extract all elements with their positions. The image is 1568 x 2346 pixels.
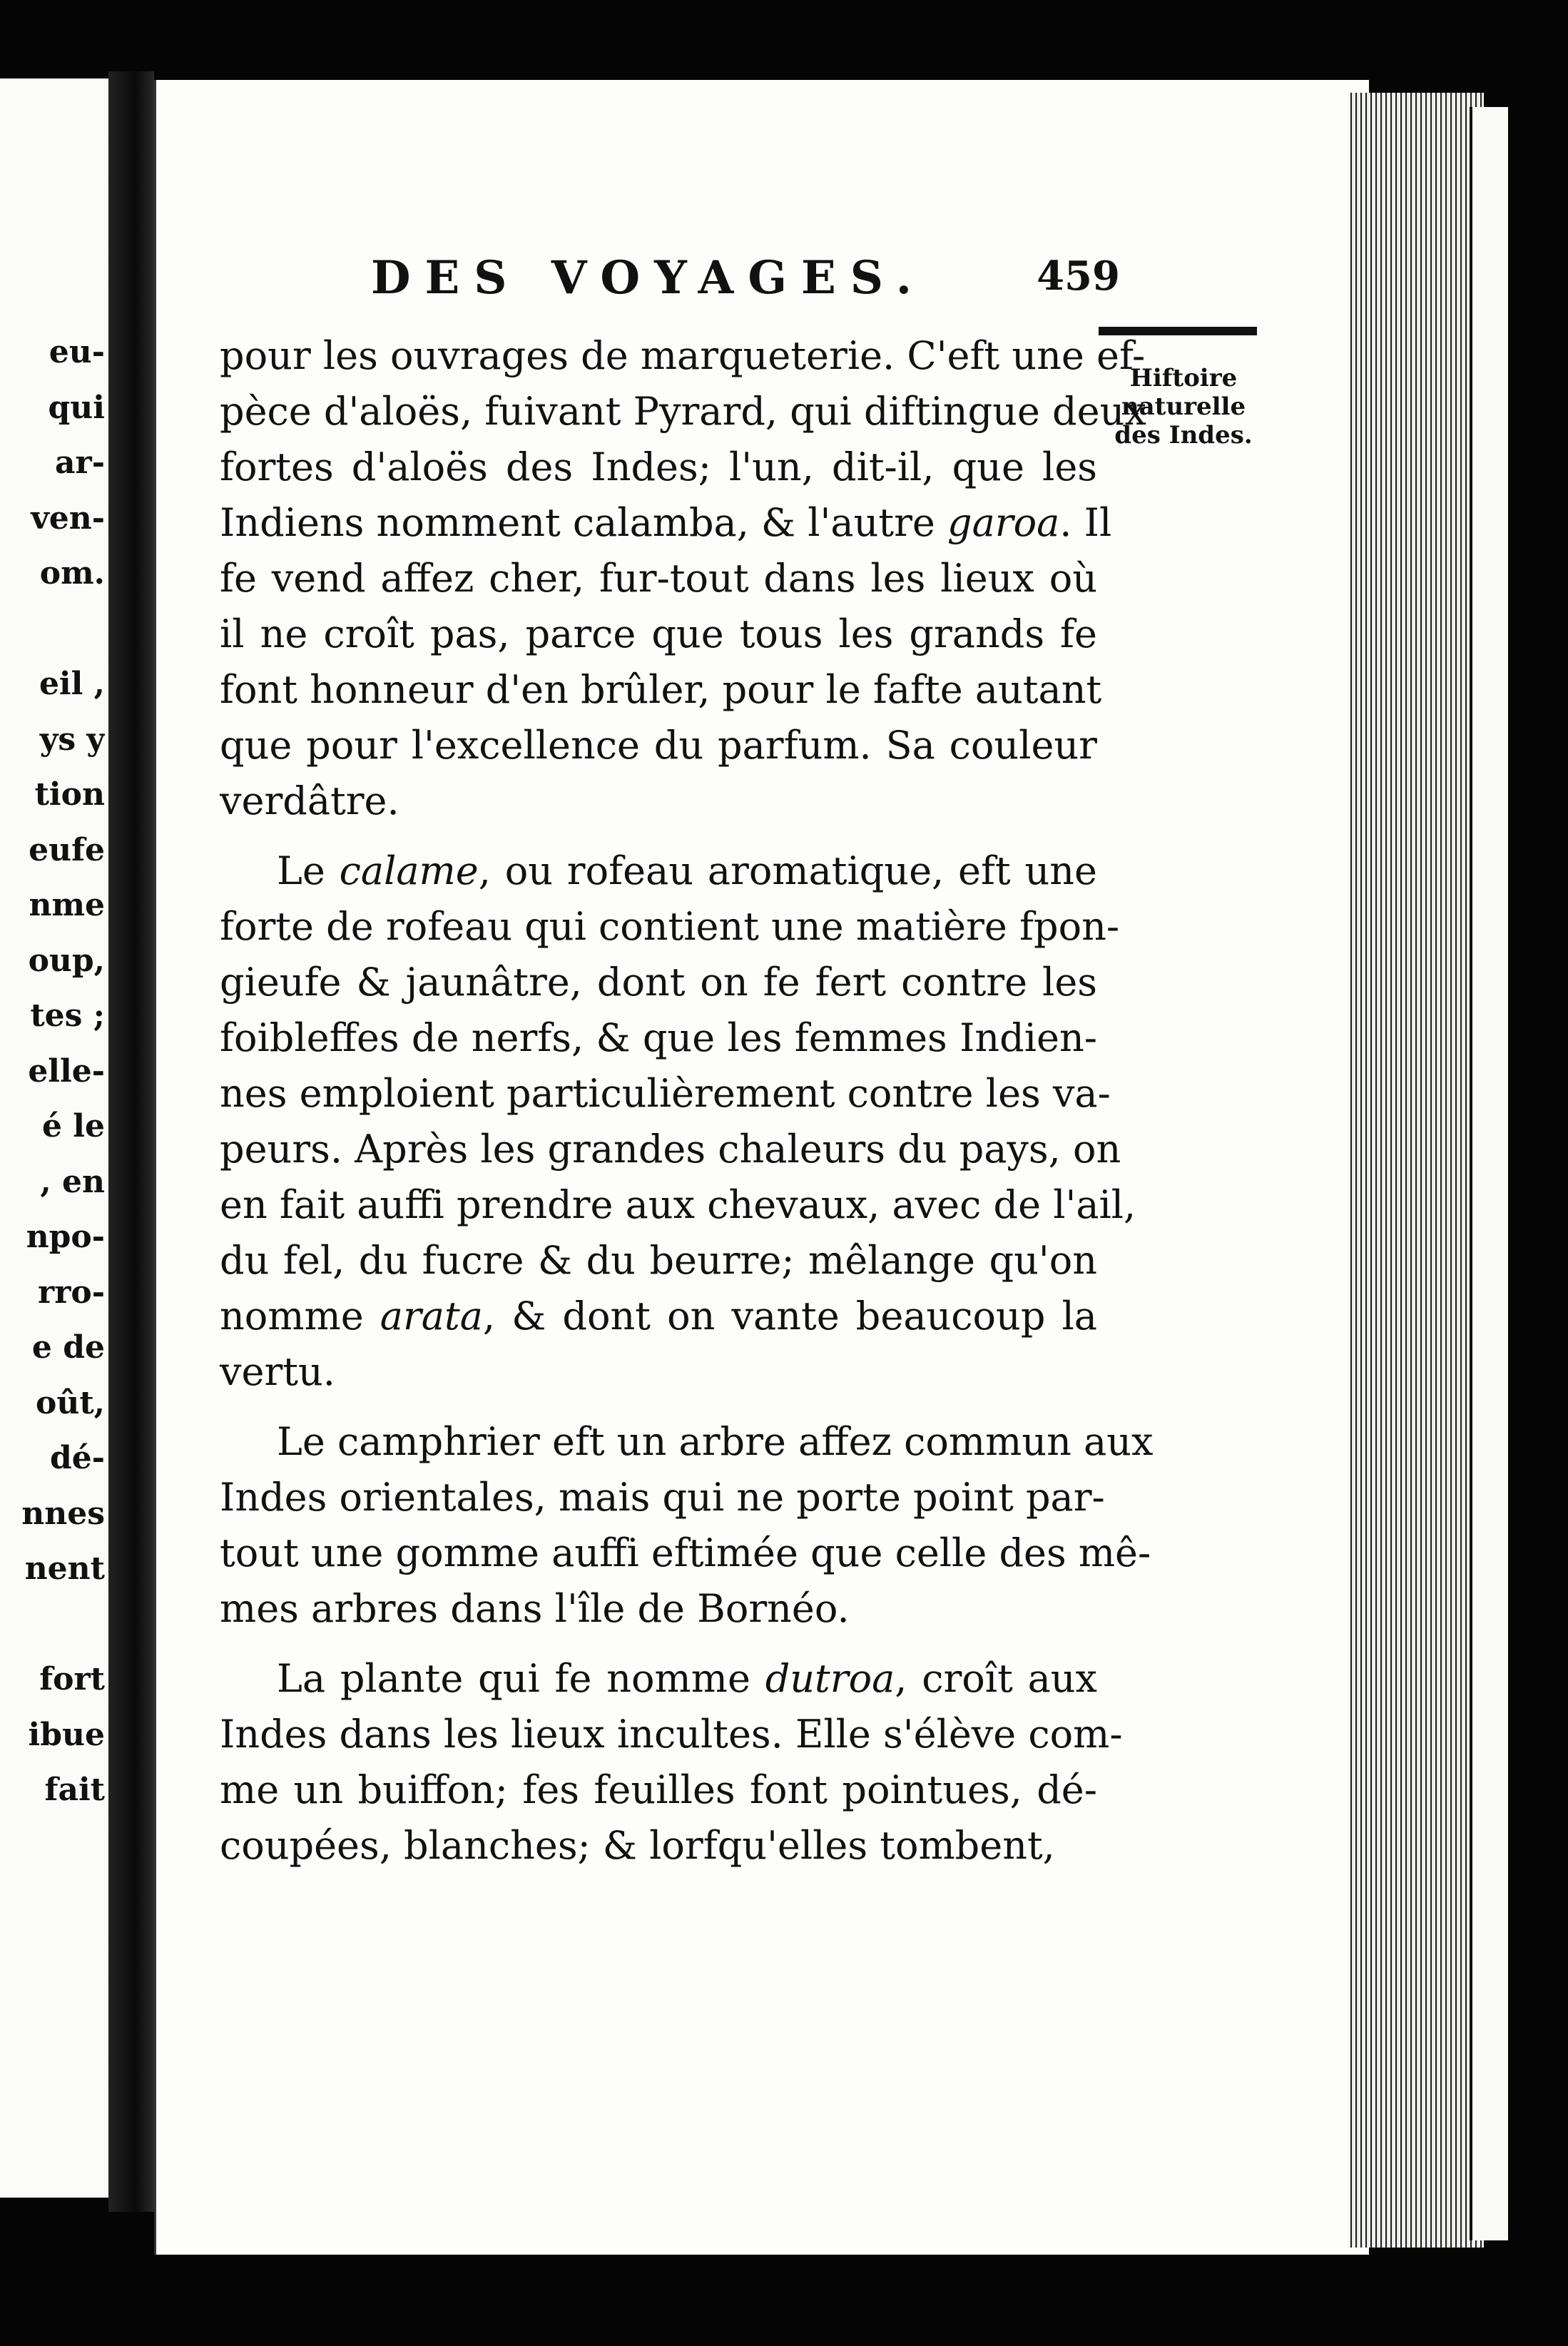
previous-page-line: oup, xyxy=(28,942,105,979)
text-run: fortes d'aloës des Indes; l'un, dit-il, que les xyxy=(220,445,1097,489)
previous-page-line: tes ; xyxy=(30,997,105,1034)
text-line xyxy=(220,1470,1105,1525)
text-line xyxy=(220,1289,1097,1344)
paragraph xyxy=(220,1651,1123,1874)
previous-page-line: ys y xyxy=(39,721,105,758)
text-line xyxy=(220,843,1097,899)
text-line xyxy=(220,1233,1097,1289)
running-head-title: DES VOYAGES. xyxy=(371,251,926,305)
text-line xyxy=(220,662,1102,718)
previous-page-line: fort xyxy=(39,1661,105,1697)
text-line xyxy=(220,495,1112,551)
text-line xyxy=(220,1818,1097,1874)
paragraph-gap xyxy=(220,1400,1097,1414)
text-run: Indes orientales, mais qui ne porte point par- xyxy=(220,1475,1105,1520)
text-line xyxy=(220,773,1097,829)
previous-page-text xyxy=(0,325,105,1818)
previous-page-line: nent xyxy=(24,1550,105,1587)
text-run: . Il xyxy=(1059,500,1112,545)
previous-page-line: npo- xyxy=(26,1219,105,1255)
text-line xyxy=(220,1762,1097,1818)
running-head xyxy=(371,251,1120,308)
text-run: , croît aux xyxy=(895,1656,1097,1701)
page-edges xyxy=(1348,93,1484,2248)
text-run: coupées, blanches; & lorfqu'elles tombent, xyxy=(220,1823,1055,1868)
paragraph xyxy=(220,328,1146,829)
text-line xyxy=(220,384,1146,440)
text-run: forte de rofeau qui contient une matière fpon- xyxy=(220,904,1120,949)
text-run: La plante qui fe nomme xyxy=(277,1656,765,1701)
text-line xyxy=(220,551,1097,606)
previous-page-line xyxy=(0,601,105,657)
text-run: font honneur d'en brûler, pour le fafte autant xyxy=(220,667,1102,712)
text-run: , & dont on vante beaucoup la xyxy=(482,1294,1097,1339)
text-run: mes arbres dans l'île de Bornéo. xyxy=(220,1586,850,1631)
text-run: nomme xyxy=(220,1294,380,1339)
previous-page-line: ven- xyxy=(31,499,105,537)
text-line xyxy=(220,440,1097,495)
previous-page-line: ibue xyxy=(28,1716,105,1753)
text-run: pèce d'aloës, fuivant Pyrard, qui diftingue deux xyxy=(220,389,1146,434)
text-run: Indes dans les lieux incultes. Elle s'élève com- xyxy=(220,1712,1123,1757)
page-number: 459 xyxy=(1037,253,1120,300)
text-line xyxy=(220,1525,1151,1581)
previous-page-line: om. xyxy=(39,555,105,591)
text-run: foibleffes de nerfs, & que les femmes Indien- xyxy=(220,1015,1097,1060)
text-line xyxy=(220,1414,1154,1470)
previous-page-line: eufe xyxy=(29,831,105,868)
marginal-note-line: des Indes. xyxy=(1114,421,1253,450)
italic-term: garoa xyxy=(947,500,1060,545)
text-line xyxy=(220,1707,1123,1762)
previous-page-line: tion xyxy=(34,776,105,813)
text-run: nes emploient particulièrement contre les va- xyxy=(220,1071,1111,1116)
marginal-note-line: Hiftoire xyxy=(1129,364,1238,392)
text-line xyxy=(220,1177,1136,1233)
text-line xyxy=(220,1010,1097,1066)
previous-page-line: é le xyxy=(41,1108,105,1144)
paragraph-gap xyxy=(220,1637,1097,1651)
previous-page-line: qui xyxy=(48,389,105,426)
text-line xyxy=(220,1581,1097,1637)
text-line xyxy=(220,1651,1097,1707)
text-run: pour les ouvrages de marqueterie. C'eft une ef- xyxy=(220,333,1146,378)
paragraph-gap xyxy=(220,829,1097,843)
text-run: que pour l'excellence du parfum. Sa couleur xyxy=(220,723,1097,768)
previous-page-line: nme xyxy=(29,887,105,923)
text-run: , ou rofeau aromatique, eft une xyxy=(478,848,1097,893)
text-line xyxy=(220,328,1146,384)
previous-page-line: fait xyxy=(44,1772,105,1808)
text-run: fe vend affez cher, fur-tout dans les lieux où xyxy=(220,556,1097,601)
previous-page-line: eu- xyxy=(49,334,105,370)
text-line xyxy=(220,606,1097,662)
text-line xyxy=(220,1066,1111,1122)
text-line xyxy=(220,955,1097,1010)
text-run: du fel, du fucre & du beurre; mêlange qu'on xyxy=(220,1238,1097,1283)
text-run: il ne croît pas, parce que tous les grands fe xyxy=(220,611,1097,656)
text-line xyxy=(220,899,1120,955)
body-text xyxy=(220,328,1154,1874)
previous-page-line: e de xyxy=(31,1329,105,1366)
text-run: tout une gomme auffi eftimée que celle des mê- xyxy=(220,1530,1151,1575)
previous-page-line xyxy=(0,1597,105,1652)
page-edge-outer xyxy=(1470,107,1508,2240)
book-gutter xyxy=(108,71,154,2212)
previous-page-line: dé- xyxy=(49,1440,105,1476)
text-run: gieufe & jaunâtre, dont on fe fert contre les xyxy=(220,960,1097,1005)
previous-page-line: eil , xyxy=(39,666,105,702)
text-run: Le xyxy=(277,848,340,893)
text-run: me un buiffon; fes feuilles font pointues, dé- xyxy=(220,1767,1097,1812)
text-run: Indiens nomment calamba, & l'autre xyxy=(220,500,948,545)
text-line xyxy=(220,718,1097,773)
paragraph xyxy=(220,1414,1154,1637)
text-run: verdâtre. xyxy=(220,778,399,823)
previous-page-line: rro- xyxy=(38,1274,105,1311)
paragraph xyxy=(220,843,1136,1400)
previous-page-line: elle- xyxy=(28,1052,105,1090)
italic-term: arata xyxy=(380,1294,483,1339)
marginal-note-line: naturelle xyxy=(1121,392,1246,421)
italic-term: calame xyxy=(339,848,479,893)
text-run: peurs. Après les grandes chaleurs du pays, on xyxy=(220,1127,1121,1172)
previous-page-line: ar- xyxy=(55,445,105,481)
previous-page-line: oût, xyxy=(36,1384,105,1421)
text-line xyxy=(220,1344,1097,1400)
text-run: en fait auffi prendre aux chevaux, avec de l'ail, xyxy=(220,1182,1136,1227)
text-run: Le camphrier eft un arbre affez commun aux xyxy=(277,1419,1154,1464)
italic-term: dutroa xyxy=(765,1656,895,1701)
text-run: vertu. xyxy=(220,1349,335,1394)
previous-page xyxy=(0,78,113,2198)
previous-page-line: , en xyxy=(40,1163,105,1200)
previous-page-line: nnes xyxy=(21,1495,105,1532)
text-line xyxy=(220,1122,1121,1177)
